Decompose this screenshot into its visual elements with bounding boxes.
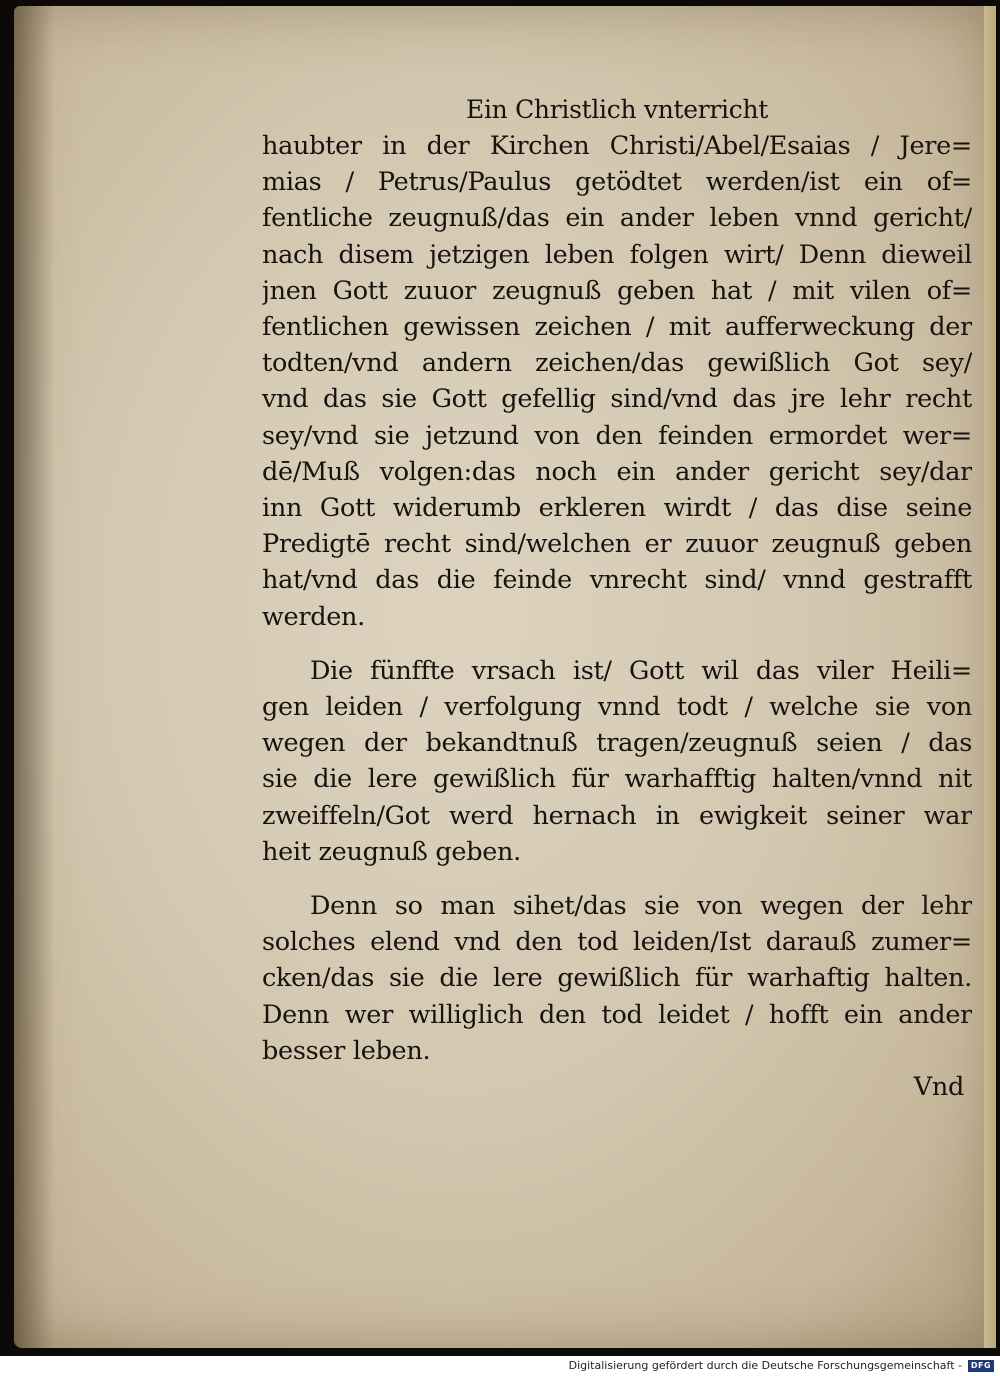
text-line: fentlichen gewissen zeichen / mit aufferweckung der — [262, 312, 972, 343]
catchword: Vnd — [913, 1072, 964, 1103]
text-line: cken/das sie die lere gewißlich für warhaftig halten. — [262, 963, 972, 994]
text-line: sie die lere gewißlich für warhafftig halten/vnnd nit — [262, 764, 972, 795]
paragraph-3 — [262, 888, 972, 1069]
text-line: Die fünffte vrsach ist/ Gott wil das viler Heili= — [310, 655, 972, 686]
page-text — [262, 92, 972, 1105]
text-line: dē/Muß volgen:das noch ein ander gericht sey/dar — [262, 456, 972, 487]
text-line: werden. — [262, 601, 365, 632]
text-line: Denn wer williglich den tod leidet / hofft ein ander — [262, 999, 972, 1030]
text-line: Denn so man sihet/das sie von wegen der lehr — [310, 891, 972, 922]
page-edge — [984, 6, 996, 1348]
text-line: wegen der bekandtnuß tragen/zeugnuß seien / das — [262, 728, 972, 759]
paragraph-gap — [262, 870, 972, 888]
text-line: mias / Petrus/Paulus getödtet werden/ist ein of= — [262, 167, 972, 198]
digitization-footer — [0, 1356, 1000, 1376]
text-line: todten/vnd andern zeichen/das gewißlich Got sey/ — [262, 348, 972, 379]
text-line: besser leben. — [262, 1035, 431, 1066]
text-line: solches elend vnd den tod leiden/Ist darauß zumer= — [262, 927, 972, 958]
running-header: Ein Christlich vnterricht — [466, 95, 768, 124]
text-line: nach disem jetzigen leben folgen wirt/ Denn dieweil — [262, 239, 972, 270]
text-line: inn Gott widerumb erkleren wirdt / das dise seine — [262, 493, 972, 524]
paragraph-gap — [262, 635, 972, 653]
text-line: hat/vnd das die feinde vnrecht sind/ vnnd gestrafft — [262, 565, 972, 596]
gutter-shadow — [14, 6, 54, 1348]
footer-credit: Digitalisierung gefördert durch die Deutsche Forschungsgemeinschaft - — [568, 1359, 962, 1372]
text-line: haubter in der Kirchen Christi/Abel/Esaias / Jere= — [262, 131, 972, 161]
text-line: jnen Gott zuuor zeugnuß geben hat / mit vilen of= — [262, 275, 972, 306]
dfg-logo-icon: DFG — [968, 1360, 994, 1372]
paragraph-1 — [262, 128, 972, 635]
text-line: Predigtē recht sind/welchen er zuuor zeugnuß geben — [262, 529, 972, 560]
text-line: vnd das sie Gott gefellig sind/vnd das jre lehr recht — [262, 384, 972, 415]
text-line: heit zeugnuß geben. — [262, 836, 521, 867]
text-line: sey/vnd sie jetzund von den feinden ermordet wer= — [262, 420, 972, 451]
text-line: zweiffeln/Got werd hernach in ewigkeit seiner war — [262, 800, 972, 831]
text-line: gen leiden / verfolgung vnnd todt / welche sie von — [262, 692, 972, 723]
paragraph-2 — [262, 653, 972, 870]
text-line: fentliche zeugnuß/das ein ander leben vnnd gericht/ — [262, 203, 972, 234]
